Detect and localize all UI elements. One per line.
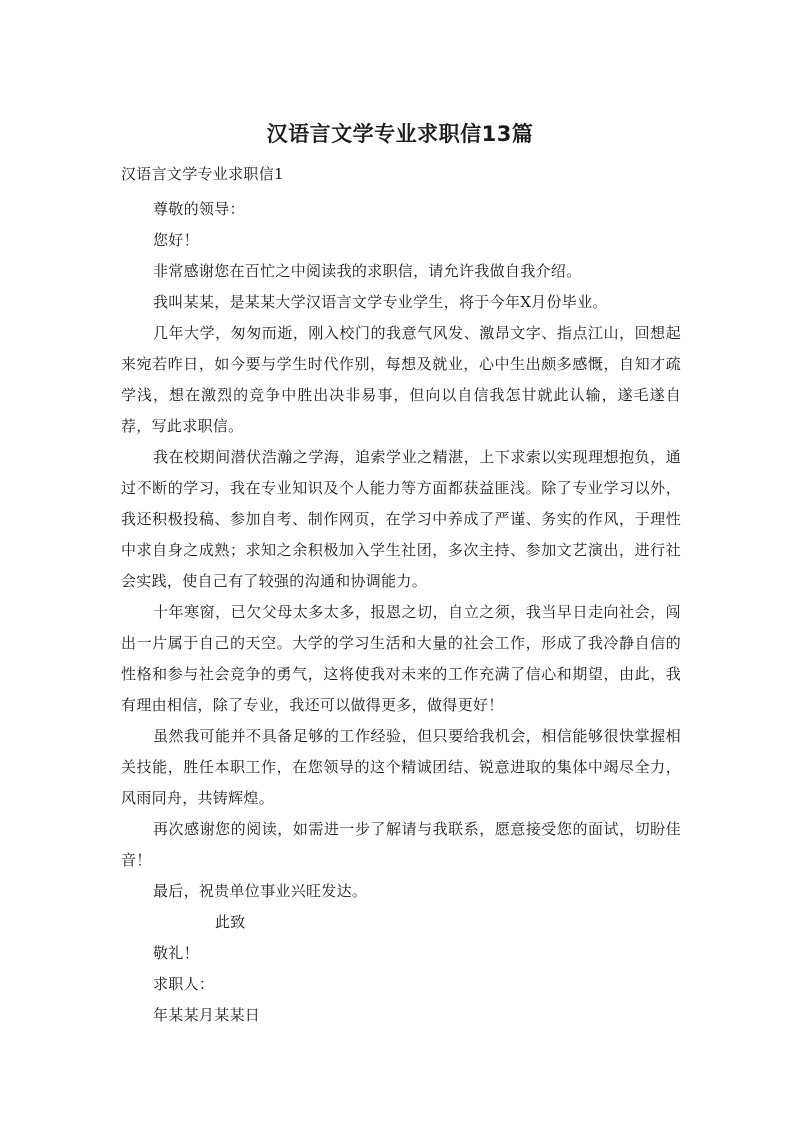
signature-label: 求职人： [153,975,215,993]
paragraph: 我在校期间潜伏浩瀚之学海，追索学业之精湛，上下求索以实现理想抱负，通过不断的学习，我在专业知识及个人能力等方面都获益匪浅。除了专业学习以外，我还积极投稿、参加自考、制作网页，在学习中养成了严谨、务实的作风，于理性中求自身之成熟；求知之余积极加入学生社团，多次主持、参加文艺演出，进行社会实践，使自己有了较强的沟通和协调能力。 [121,448,681,590]
closing-cizhi: 此致 [215,913,246,931]
paragraph: 最后，祝贵单位事业兴旺发达。 [153,882,368,900]
paragraph: 十年寒窗，已欠父母太多太多，报恩之切，自立之须，我当早日走向社会，闯出一片属于自己的天空。大学的学习生活和大量的社会工作，形成了我冷静自信的性格和参与社会竞争的勇气，这将使我对未来的工作充满了信心和期望，由此，我有理由相信，除了专业，我还可以做得更多，做得更好！ [121,603,681,714]
paragraph: 再次感谢您的阅读，如需进一步了解请与我联系，愿意接受您的面试，切盼佳音！ [121,820,681,869]
document-title: 汉语言文学专业求职信13篇 [266,122,534,146]
paragraph: 虽然我可能并不具备足够的工作经验，但只要给我机会，相信能够很快掌握相关技能，胜任本职工作，在您领导的这个精诚团结、锐意进取的集体中竭尽全力，风雨同舟，共铸辉煌。 [121,727,681,807]
paragraph: 我叫某某，是某某大学汉语言文学专业学生，将于今年X月份毕业。 [153,293,608,311]
closing-jingli: 敬礼！ [153,944,199,962]
letter-body [121,194,681,1031]
document-subtitle: 汉语言文学专业求职信1 [121,165,284,183]
greeting: 您好！ [153,231,199,249]
salutation: 尊敬的领导： [153,200,245,218]
date-line: 年某某月某某日 [153,1006,261,1024]
paragraph: 非常感谢您在百忙之中阅读我的求职信，请允许我做自我介绍。 [153,262,582,280]
paragraph: 几年大学，匆匆而逝，刚入校门的我意气风发、激昂文字、指点江山，回想起来宛若昨日，如今要与学生时代作别，每想及就业，心中生出颇多感慨，自知才疏学浅，想在激烈的竞争中胜出决非易事，但向以自信我怎甘就此认输，遂毛遂自荐，写此求职信。 [121,324,681,435]
